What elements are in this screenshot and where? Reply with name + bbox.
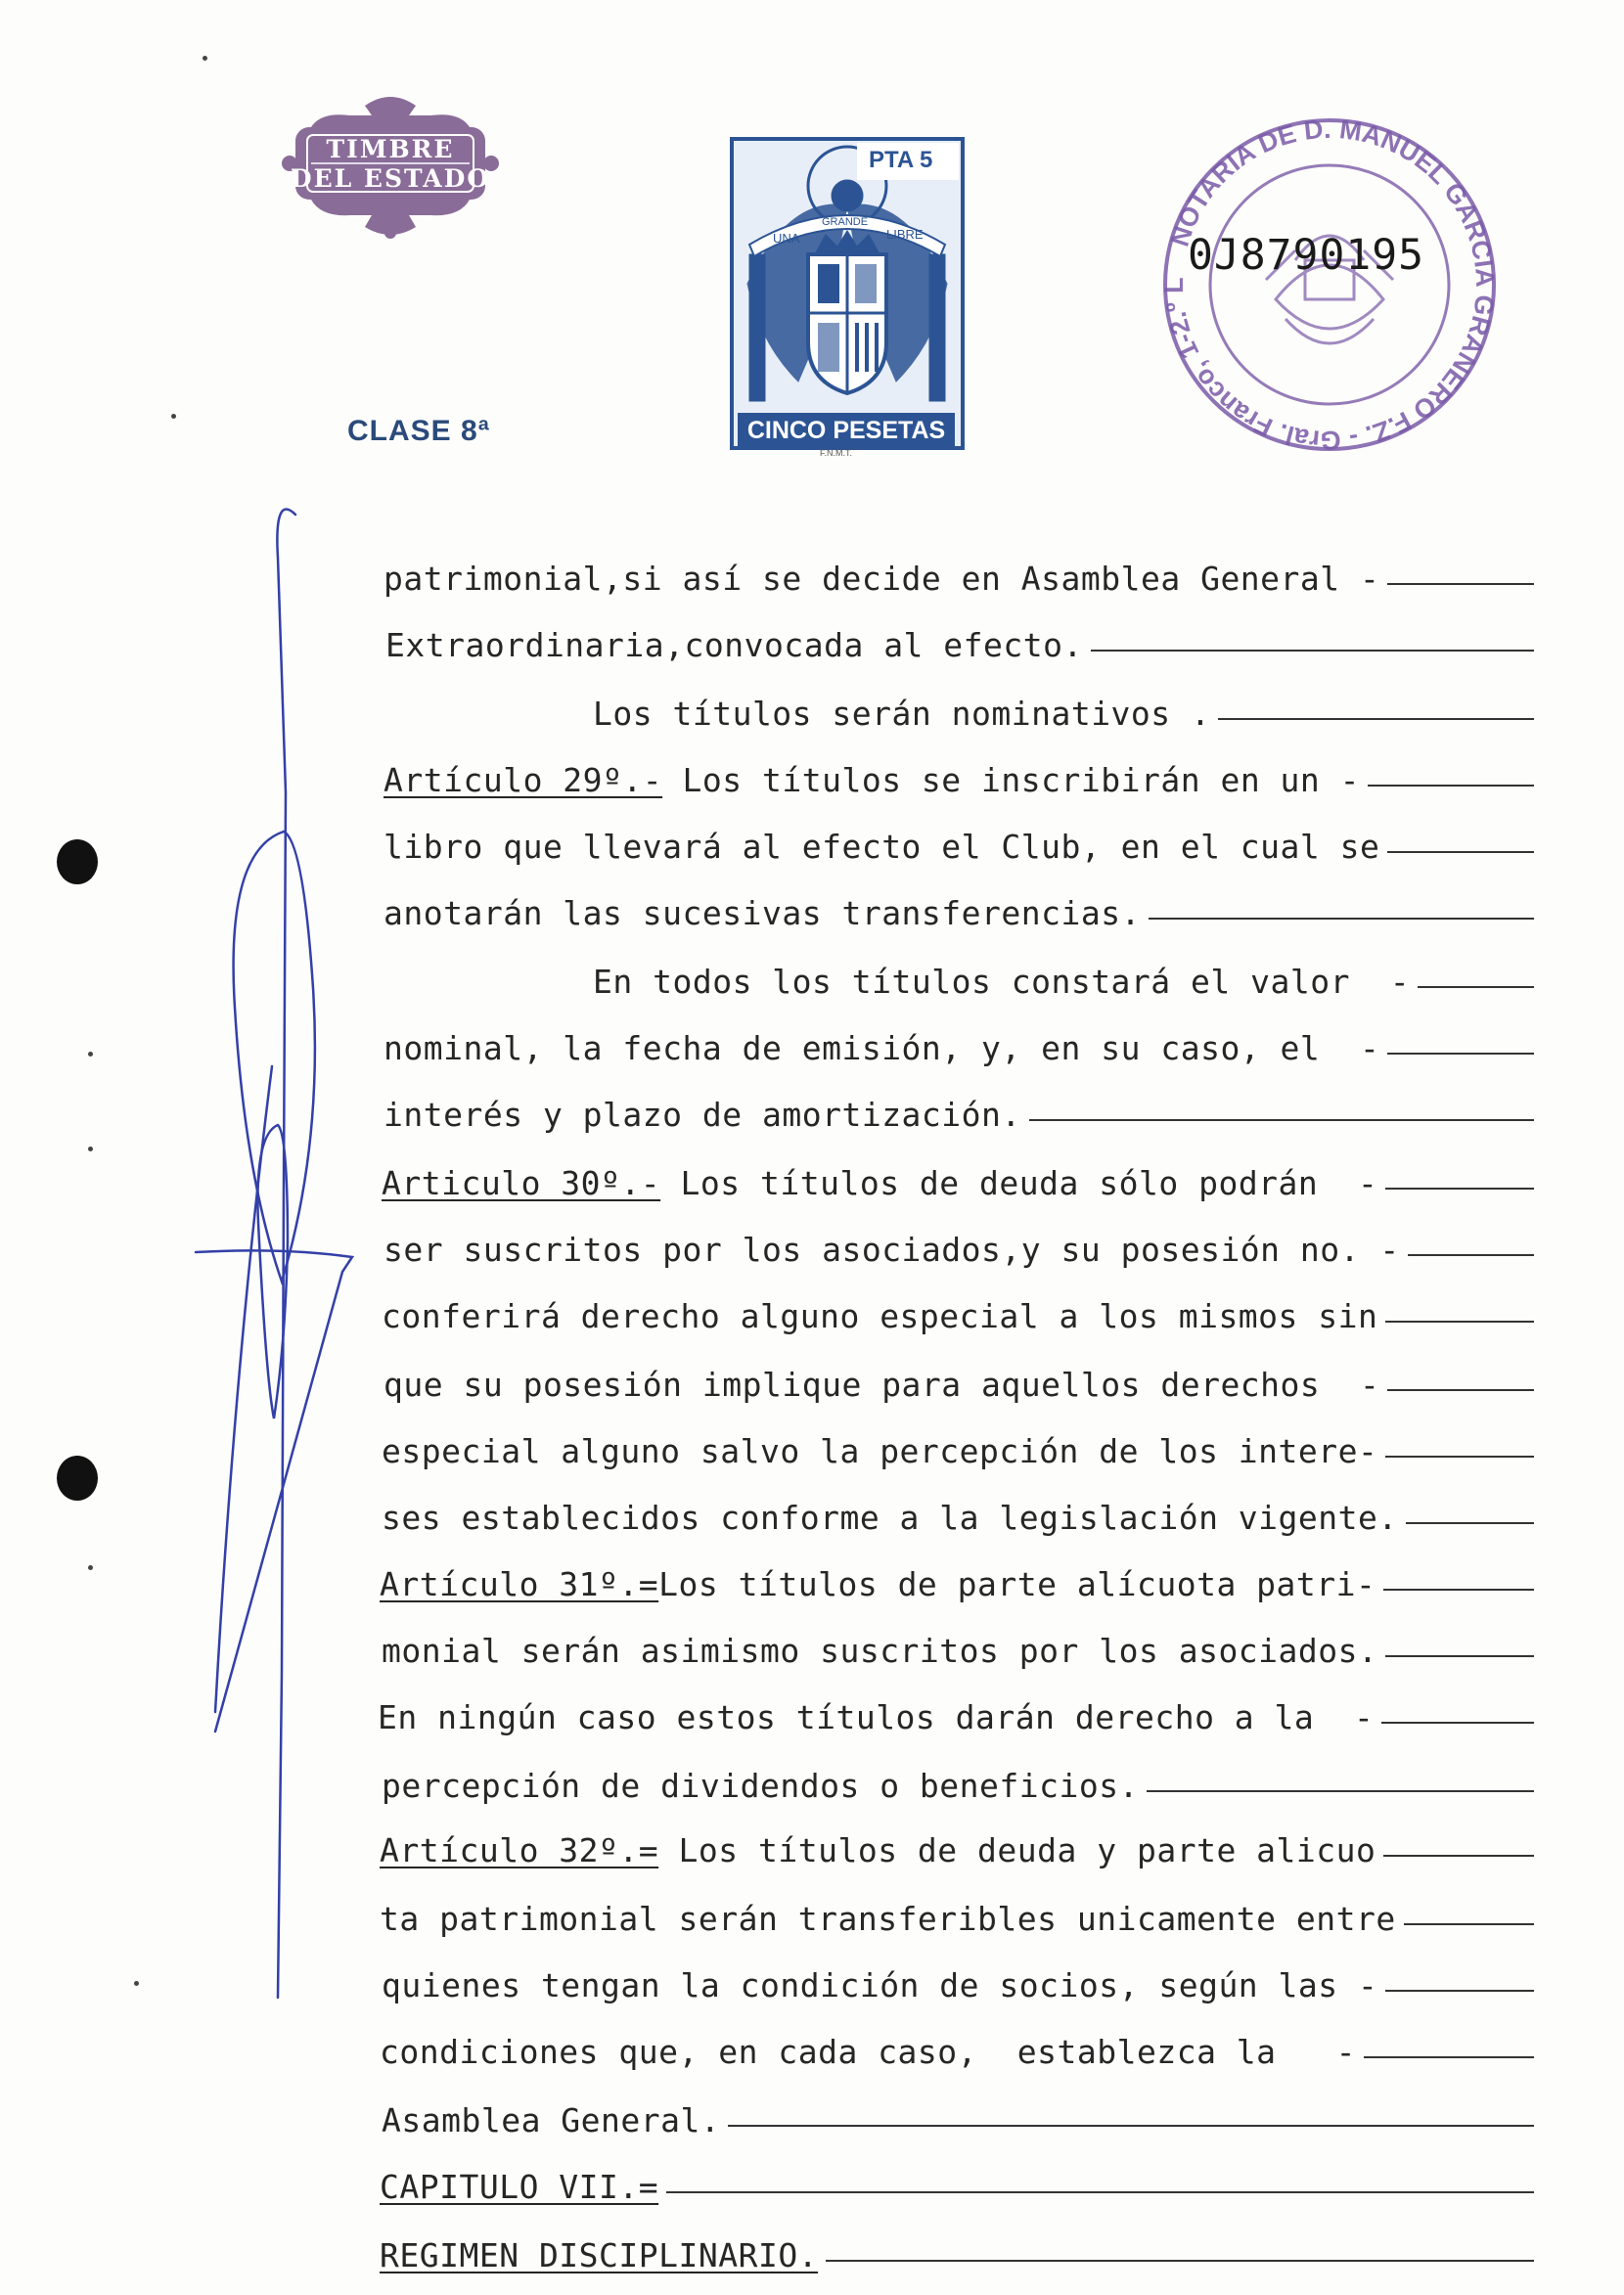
article-heading: Artículo 29º.-: [383, 761, 663, 799]
punch-hole-top: [57, 839, 98, 884]
line-text: conferirá derecho alguno especial a los mismos sin: [382, 1297, 1378, 1335]
stamp-printer-mark: F.N.M.T.: [820, 448, 852, 458]
document-line: [383, 894, 1141, 933]
handwritten-signature: [176, 499, 372, 2005]
line-text: libro que llevará al efecto el Club, en el cual se: [383, 828, 1380, 866]
document-line: [382, 1632, 1377, 1671]
article-heading: REGIMEN DISCIPLINARIO.: [380, 2236, 819, 2274]
line-filler-dash: [1091, 650, 1534, 652]
article-heading: Articulo 30º.-: [382, 1164, 661, 1202]
line-text: Los títulos de deuda y parte alicuo: [658, 1831, 1376, 1869]
line-filler-dash: [1387, 1053, 1534, 1055]
stamp-ribbon-right: LIBRE: [886, 227, 924, 242]
line-filler-dash: [1147, 1790, 1534, 1792]
line-text: Los títulos de deuda sólo podrán -: [660, 1164, 1378, 1202]
line-filler-dash: [1383, 1589, 1534, 1591]
line-filler-dash: [1149, 918, 1534, 920]
line-filler-dash: [1418, 986, 1534, 988]
coat-of-arms-eagle-icon: [730, 137, 965, 450]
margin-speck: [88, 1565, 93, 1570]
line-filler-dash: [1387, 1389, 1534, 1391]
margin-speck: [134, 1981, 139, 1986]
line-filler-dash: [1364, 2056, 1534, 2058]
document-line: [383, 828, 1379, 867]
stamp-value-text: CINCO PESETAS: [738, 413, 955, 448]
line-filler-dash: [1385, 1321, 1534, 1323]
line-filler-dash: [826, 2260, 1534, 2262]
document-line: [382, 2101, 720, 2140]
punch-hole-bottom: [57, 1456, 98, 1501]
timbre-line-2: DEL ESTADO: [290, 164, 491, 193]
document-line: [380, 1831, 1376, 1870]
stamp-ribbon-left: UNA: [773, 231, 800, 246]
line-text: quienes tengan la condición de socios, según las -: [382, 1966, 1378, 2004]
notary-seal-icon: [1158, 113, 1501, 456]
document-line: [382, 1499, 1398, 1538]
margin-speck: [203, 56, 207, 61]
article-heading: Artículo 31º.=: [380, 1565, 659, 1603]
line-text: monial serán asimismo suscritos por los asociados.: [382, 1632, 1378, 1670]
document-line: [383, 1231, 1400, 1270]
line-text: que su posesión implique para aquellos derechos -: [383, 1366, 1380, 1404]
line-text: interés y plazo de amortización.: [383, 1096, 1021, 1134]
document-line: [383, 1366, 1379, 1405]
cinco-pesetas-stamp: [730, 137, 965, 450]
document-line: [380, 2168, 658, 2207]
document-line: [382, 1767, 1139, 1806]
line-text: Los títulos serán nominativos .: [593, 695, 1211, 733]
document-line: [593, 963, 1410, 1002]
seal-outer-text: NOTARIA DE D. MANUEL GARCIA GRANERO F.Z. - Gral. Franco, 1-2.º L: [1158, 113, 1501, 456]
line-filler-dash: [1406, 1522, 1534, 1524]
notary-seal: [1158, 113, 1501, 456]
timbre-line-1: TIMBRE: [326, 135, 455, 163]
line-text: Los títulos de parte alícuota patri-: [658, 1565, 1376, 1603]
line-text: condiciones que, en cada caso, establezca la -: [380, 2033, 1357, 2071]
line-text: Asamblea General.: [382, 2101, 721, 2139]
clase-label: CLASE 8ª: [347, 415, 490, 447]
document-line: [383, 761, 1360, 800]
document-line: [382, 1297, 1377, 1336]
document-line: [382, 1966, 1377, 2005]
document-line: [593, 695, 1210, 734]
signature-stroke-icon: [176, 499, 372, 2005]
line-text: anotarán las sucesivas transferencias.: [383, 894, 1141, 932]
line-text: ta patrimonial serán transferibles unicamente entre: [380, 1900, 1396, 1938]
line-filler-dash: [666, 2191, 1534, 2193]
line-filler-dash: [1383, 1855, 1534, 1857]
line-text: ses establecidos conforme a la legislación vigente.: [382, 1499, 1398, 1537]
document-line: [383, 560, 1379, 599]
article-heading: CAPITULO VII.=: [380, 2168, 659, 2206]
line-text: percepción de dividendos o beneficios.: [382, 1767, 1139, 1805]
line-filler-dash: [1385, 1188, 1534, 1190]
document-line: [382, 1432, 1377, 1471]
line-text: Extraordinaria,convocada al efecto.: [385, 626, 1083, 664]
stamp-ribbon-mid: GRANDE: [822, 216, 869, 228]
document-line: [380, 2236, 818, 2275]
document-line: [383, 1096, 1021, 1135]
line-text: patrimonial,si así se decide en Asamblea General -: [383, 560, 1380, 598]
line-text: En todos los títulos constará el valor -: [593, 963, 1411, 1001]
document-line: [382, 1164, 1377, 1203]
document-line: [380, 1900, 1396, 1939]
margin-speck: [88, 1052, 93, 1057]
line-filler-dash: [1368, 785, 1534, 787]
line-text: especial alguno salvo la percepción de los intere-: [382, 1432, 1378, 1470]
line-filler-dash: [1404, 1923, 1534, 1925]
line-text: En ningún caso estos títulos darán derecho a la -: [378, 1698, 1375, 1736]
margin-speck: [171, 414, 176, 419]
line-filler-dash: [1381, 1722, 1534, 1724]
document-line: [380, 2033, 1356, 2072]
line-filler-dash: [1408, 1254, 1534, 1256]
article-heading: Artículo 32º.=: [380, 1831, 659, 1869]
line-filler-dash: [1218, 718, 1534, 720]
line-filler-dash: [728, 2125, 1534, 2127]
stamp-denomination: PTA 5: [869, 147, 933, 173]
margin-speck: [88, 1147, 93, 1151]
line-filler-dash: [1385, 1655, 1534, 1657]
line-filler-dash: [1387, 583, 1534, 585]
line-filler-dash: [1387, 851, 1534, 853]
document-line: [385, 626, 1083, 665]
serial-number: 0J8790195: [1188, 231, 1424, 280]
line-text: Los títulos se inscribirán en un -: [662, 761, 1361, 799]
line-filler-dash: [1385, 1990, 1534, 1992]
document-line: [383, 1029, 1379, 1068]
document-line: [380, 1565, 1376, 1604]
line-filler-dash: [1385, 1456, 1534, 1458]
timbre-del-estado-emblem: [282, 94, 499, 243]
line-filler-dash: [1029, 1119, 1534, 1121]
line-text: ser suscritos por los asociados,y su posesión no. -: [383, 1231, 1400, 1269]
document-line: [378, 1698, 1374, 1737]
line-text: nominal, la fecha de emisión, y, en su caso, el -: [383, 1029, 1380, 1067]
